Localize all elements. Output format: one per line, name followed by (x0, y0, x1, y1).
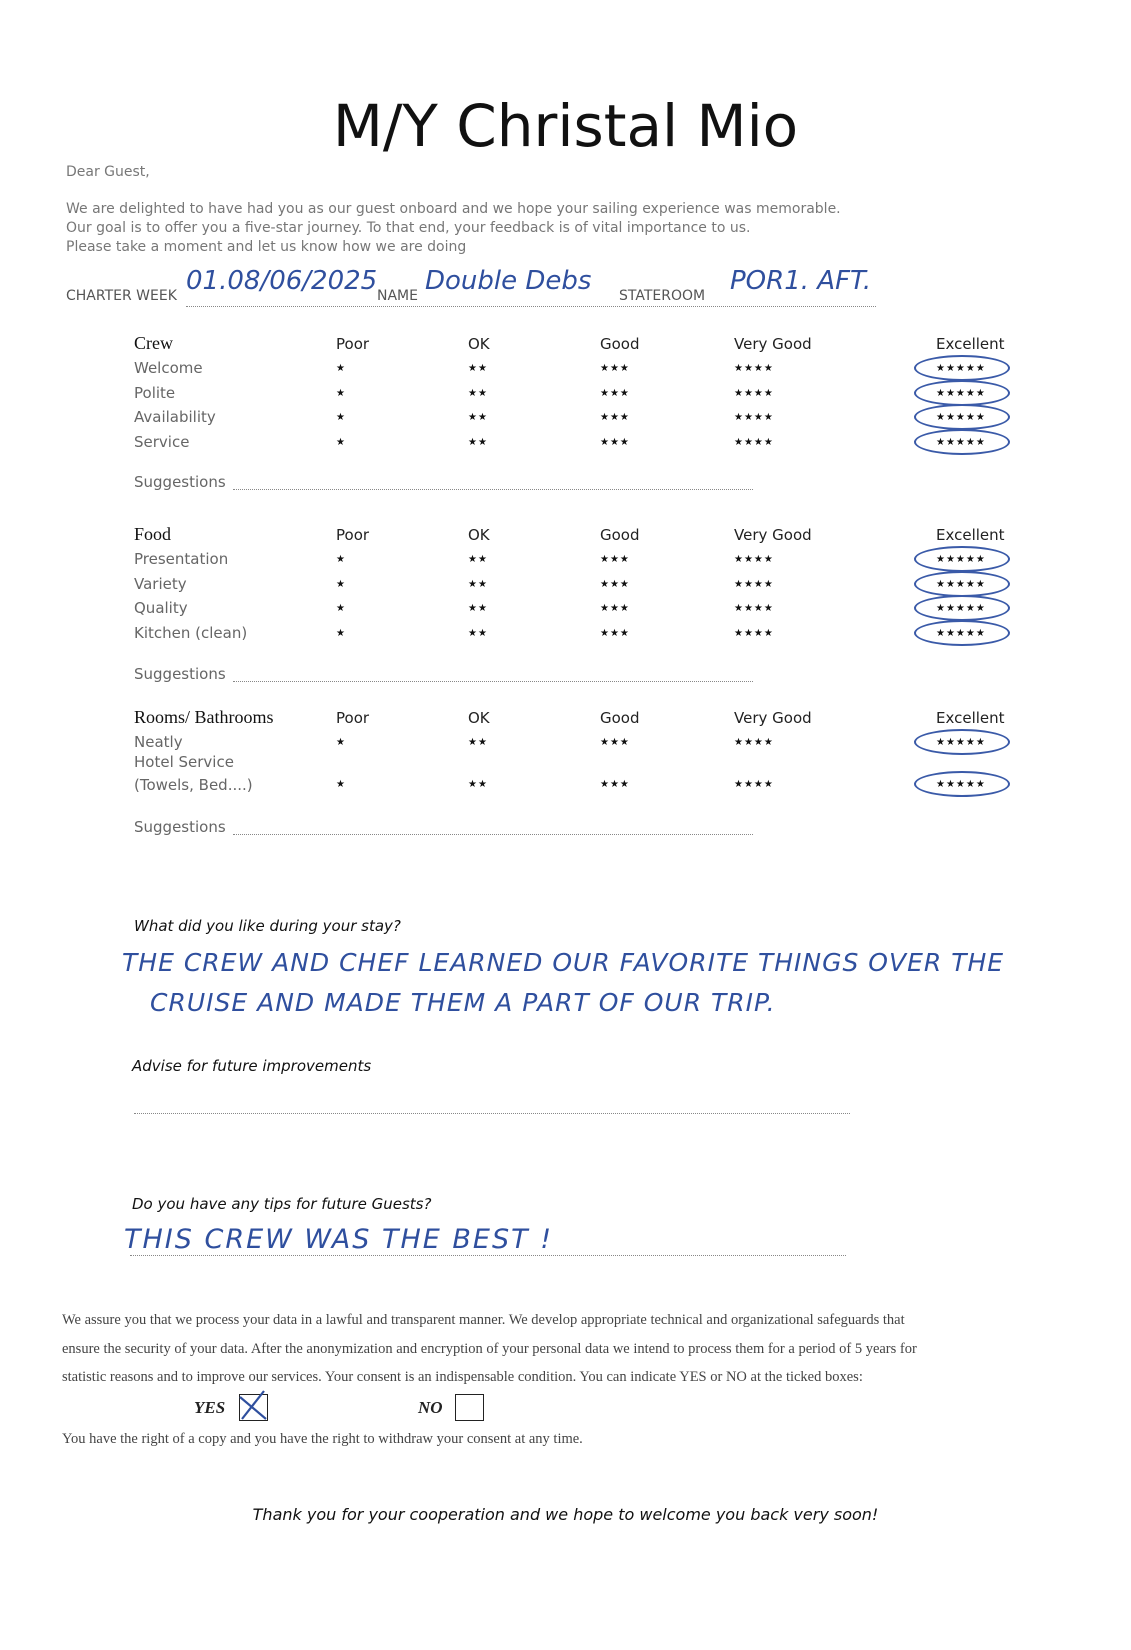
rating-stars[interactable]: ★ (336, 387, 346, 399)
rating-stars[interactable]: ★★★★ (734, 412, 774, 423)
suggestions-line[interactable] (233, 488, 753, 490)
stateroom-label: STATEROOM (619, 288, 706, 304)
rating-stars[interactable]: ★★ (468, 412, 488, 423)
advise-question: Advise for future improvements (132, 1057, 372, 1075)
rating-item-label: (Towels, Bed....) (134, 776, 253, 794)
rating-stars[interactable]: ★★★★★ (936, 779, 986, 790)
rating-stars[interactable]: ★★★ (600, 387, 630, 399)
tips-answer[interactable]: THIS CREW WAS THE BEST ! (124, 1224, 554, 1255)
rating-stars[interactable]: ★★★★ (734, 578, 774, 590)
charter-week-label: CHARTER WEEK (66, 288, 177, 304)
column-header: Very Good (734, 335, 812, 353)
rating-stars[interactable]: ★★★ (600, 412, 630, 423)
suggestions-label: Suggestions (134, 665, 226, 683)
yes-label: YES (194, 1398, 226, 1417)
column-header: Excellent (936, 526, 1005, 544)
rating-stars[interactable]: ★★★★ (734, 363, 774, 374)
selection-circle (914, 595, 1010, 621)
column-header: Very Good (734, 526, 812, 544)
rating-item-label: Welcome (134, 359, 203, 377)
rating-stars[interactable]: ★★★★ (734, 627, 774, 639)
selection-circle (914, 729, 1010, 755)
rating-stars[interactable]: ★★★★★ (936, 412, 986, 423)
rating-stars[interactable]: ★★ (468, 387, 488, 399)
rating-stars[interactable]: ★★★ (600, 554, 630, 565)
tips-answer-line (130, 1254, 846, 1256)
column-header: OK (468, 526, 490, 544)
rating-stars[interactable]: ★★ (468, 436, 488, 448)
charter-week-value[interactable]: 01.08/06/2025 (186, 266, 378, 296)
rating-stars[interactable]: ★★★★★ (936, 603, 986, 614)
rating-stars[interactable]: ★ (336, 412, 346, 423)
rating-stars[interactable]: ★★★★★ (936, 554, 986, 565)
selection-circle (914, 380, 1010, 406)
rating-stars[interactable]: ★★★ (600, 627, 630, 639)
selection-circle (914, 429, 1010, 455)
rating-stars[interactable]: ★★★ (600, 578, 630, 590)
rating-stars[interactable]: ★★ (468, 363, 488, 374)
rating-stars[interactable]: ★★★ (600, 363, 630, 374)
rating-stars[interactable]: ★★★ (600, 436, 630, 448)
rating-stars[interactable]: ★★★★ (734, 737, 774, 748)
check-mark-icon (236, 1389, 270, 1421)
selection-circle (914, 771, 1010, 797)
thank-you-note: Thank you for your cooperation and we hope to welcome you back very soon! (252, 1505, 879, 1524)
column-header: Very Good (734, 709, 812, 727)
rating-stars[interactable]: ★★★ (600, 779, 630, 790)
rating-stars[interactable]: ★★★★★ (936, 363, 986, 374)
rating-item-label: Service (134, 432, 190, 451)
rating-stars[interactable]: ★★★★★ (936, 578, 986, 590)
intro-line-3: Please take a moment and let us know how we are doing (66, 239, 467, 255)
column-header: Good (600, 335, 640, 353)
rating-stars[interactable]: ★★★★★ (936, 627, 986, 639)
rating-stars[interactable]: ★ (336, 603, 346, 614)
rating-item-label: Hotel Service (134, 753, 234, 771)
selection-circle (914, 571, 1010, 597)
suggestions-line[interactable] (233, 833, 753, 835)
column-header: OK (468, 335, 490, 353)
column-header: Poor (336, 709, 370, 727)
section-title: Food (134, 524, 172, 544)
liked-answer-line-2[interactable]: CRUISE AND MADE THEM A PART OF OUR TRIP. (150, 988, 776, 1017)
suggestions-label: Suggestions (134, 473, 226, 491)
rating-item-label: Variety (134, 574, 187, 593)
yes-checkbox[interactable] (239, 1394, 268, 1421)
form-title: M/Y Christal Mio (332, 92, 799, 160)
consent-line-3: statistic reasons and to improve our services. Your consent is an indispensable condition. You can indicate YES or NO at the ticked boxes: (62, 1369, 863, 1385)
column-header: Excellent (936, 709, 1005, 727)
rating-stars[interactable]: ★★★ (600, 603, 630, 614)
rating-stars[interactable]: ★★ (468, 578, 488, 590)
intro-line-1: We are delighted to have had you as our guest onboard and we hope your sailing experience was memorable. (66, 201, 841, 217)
rating-item-label: Kitchen (clean) (134, 623, 248, 642)
rating-item-label: Neatly (134, 733, 183, 751)
column-header: Good (600, 709, 640, 727)
selection-circle (914, 620, 1010, 646)
intro-paragraph (66, 200, 841, 257)
no-checkbox[interactable] (455, 1394, 484, 1421)
name-label: NAME (377, 288, 418, 304)
intro-line-2: Our goal is to offer you a five-star journey. To that end, your feedback is of vital importance to us. (66, 220, 751, 236)
rating-stars[interactable]: ★★★★ (734, 436, 774, 448)
rating-stars[interactable]: ★ (336, 737, 346, 748)
header-dotted-line (186, 305, 876, 307)
rating-stars[interactable]: ★★★★ (734, 603, 774, 614)
rating-stars[interactable]: ★★★★ (734, 779, 774, 790)
advise-answer-line[interactable] (134, 1112, 850, 1114)
rating-item-label: Quality (134, 599, 188, 617)
column-header: Excellent (936, 335, 1005, 353)
rating-stars[interactable]: ★★★ (600, 737, 630, 748)
column-header: Poor (336, 335, 370, 353)
liked-question: What did you like during your stay? (134, 917, 401, 935)
liked-answer-line-1[interactable]: THE CREW AND CHEF LEARNED OUR FAVORITE THINGS OVER THE (122, 948, 1005, 977)
section-title: Rooms/ Bathrooms (134, 707, 274, 727)
rating-stars[interactable]: ★★★★★ (936, 436, 986, 448)
rating-item-label: Presentation (134, 550, 229, 568)
column-header: Poor (336, 526, 370, 544)
selection-circle (914, 355, 1010, 381)
name-value[interactable]: Double Debs (425, 266, 592, 296)
stateroom-value[interactable]: POR1. AFT. (730, 266, 872, 296)
rating-stars[interactable]: ★★ (468, 627, 488, 639)
consent-line-2: ensure the security of your data. After the anonymization and encryption of your personal data we intend to process them for a period of 5 years for (62, 1340, 917, 1357)
rating-stars[interactable]: ★ (336, 554, 346, 565)
tips-question: Do you have any tips for future Guests? (132, 1195, 432, 1213)
section-title: Crew (134, 333, 173, 353)
rating-stars[interactable]: ★★ (468, 779, 488, 790)
rating-stars[interactable]: ★ (336, 436, 346, 448)
rating-stars[interactable]: ★ (336, 578, 346, 590)
column-header: OK (468, 709, 490, 727)
selection-circle (914, 404, 1010, 430)
rating-stars[interactable]: ★ (336, 779, 346, 790)
consent-rights: You have the right of a copy and you have the right to withdraw your consent at any time. (62, 1431, 583, 1447)
rating-stars[interactable]: ★★★★★ (936, 737, 986, 748)
rating-stars[interactable]: ★★ (468, 554, 488, 565)
consent-line-1: We assure you that we process your data in a lawful and transparent manner. We develop appropriate technical and organizational safeguards that (62, 1312, 905, 1328)
rating-stars[interactable]: ★★★★★ (936, 387, 986, 399)
rating-stars[interactable]: ★★ (468, 603, 488, 614)
rating-stars[interactable]: ★★★★ (734, 554, 774, 565)
rating-item-label: Availability (134, 408, 216, 426)
column-header: Good (600, 526, 640, 544)
no-label: NO (418, 1398, 443, 1417)
suggestions-label: Suggestions (134, 818, 226, 836)
rating-stars[interactable]: ★ (336, 363, 346, 374)
greeting: Dear Guest, (66, 164, 150, 180)
rating-stars[interactable]: ★★★★ (734, 387, 774, 399)
consent-text (62, 1306, 1072, 1392)
rating-stars[interactable]: ★★ (468, 737, 488, 748)
suggestions-line[interactable] (233, 680, 753, 682)
rating-stars[interactable]: ★ (336, 627, 346, 639)
selection-circle (914, 546, 1010, 572)
rating-item-label: Polite (134, 383, 176, 402)
